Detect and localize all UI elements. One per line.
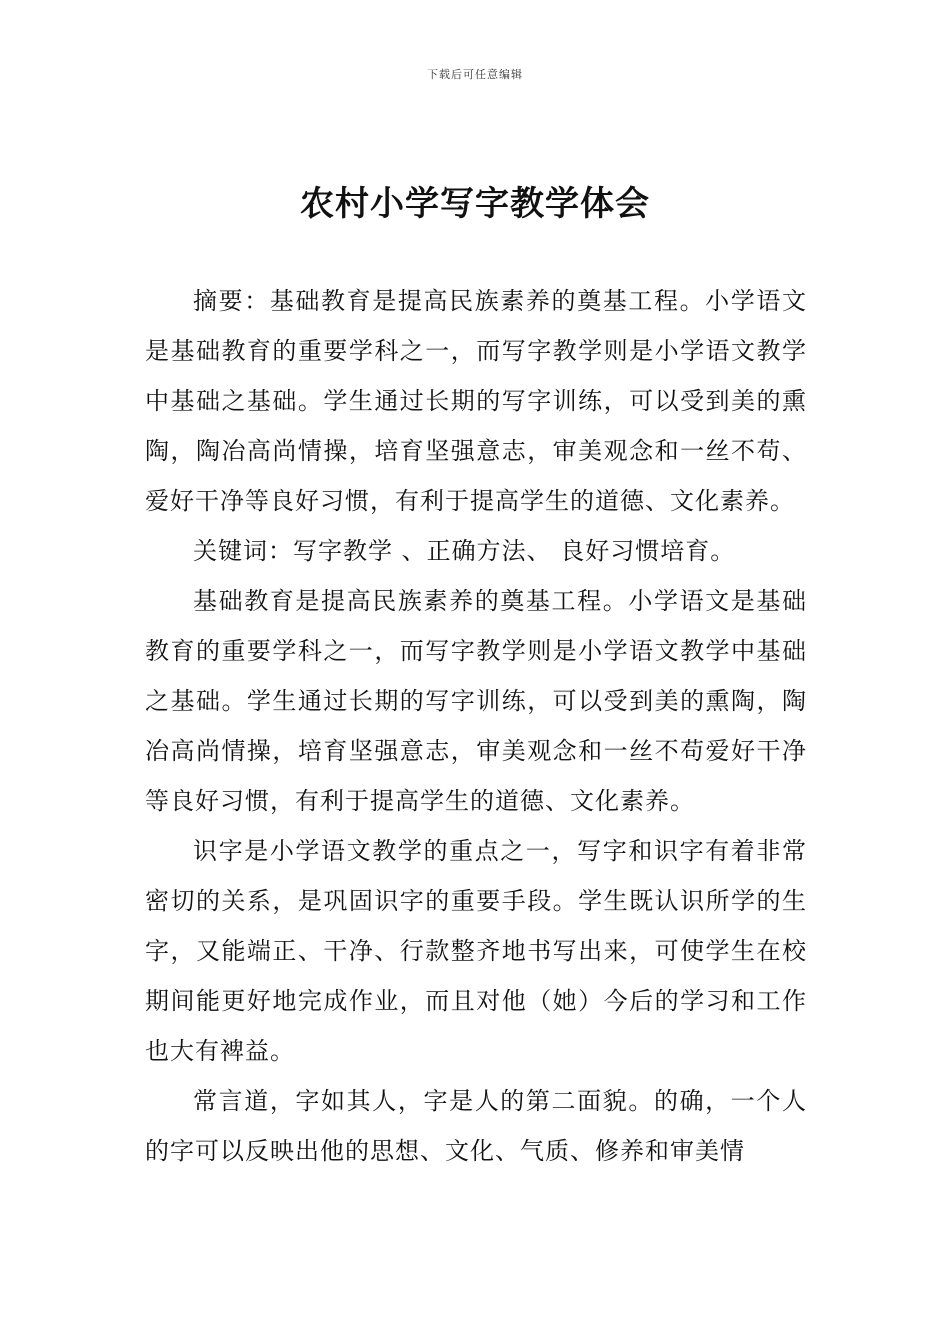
keywords-paragraph: 关键词：写字教学 、正确方法、 良好习惯培育。 bbox=[193, 537, 736, 565]
header-note: 下载后可任意编辑 bbox=[427, 68, 523, 81]
document-body bbox=[145, 276, 807, 1176]
body-paragraph: 识字是小学语文教学的重点之一，写字和识字有着非常密切的关系，是巩固识字的重要手段。学生既认识所学的生字，又能端正、干净、行款整齐地书写出来，可使学生在校期间能更好地完成作业，而且对他（她）今后的学习和工作也大有裨益。 bbox=[145, 837, 807, 1065]
abstract-paragraph: 摘要：基础教育是提高民族素养的奠基工程。小学语文是基础教育的重要学科之一，而写字教学则是小学语文教学中基础之基础。学生通过长期的写字训练，可以受到美的熏陶，陶冶高尚情操，培育坚强意志，审美观念和一丝不苟、爱好干净等良好习惯，有利于提高学生的道德、文化素养。 bbox=[145, 287, 807, 515]
body-paragraph: 基础教育是提高民族素养的奠基工程。小学语文是基础教育的重要学科之一，而写字教学则是小学语文教学中基础之基础。学生通过长期的写字训练，可以受到美的熏陶，陶冶高尚情操，培育坚强意志，审美观念和一丝不苟爱好干净等良好习惯，有利于提高学生的道德、文化素养。 bbox=[145, 587, 807, 815]
body-paragraph: 常言道，字如其人，字是人的第二面貌。的确，一个人的字可以反映出他的思想、文化、气质、修养和审美情 bbox=[145, 1087, 807, 1165]
document-title: 农村小学写字教学体会 bbox=[300, 184, 650, 224]
